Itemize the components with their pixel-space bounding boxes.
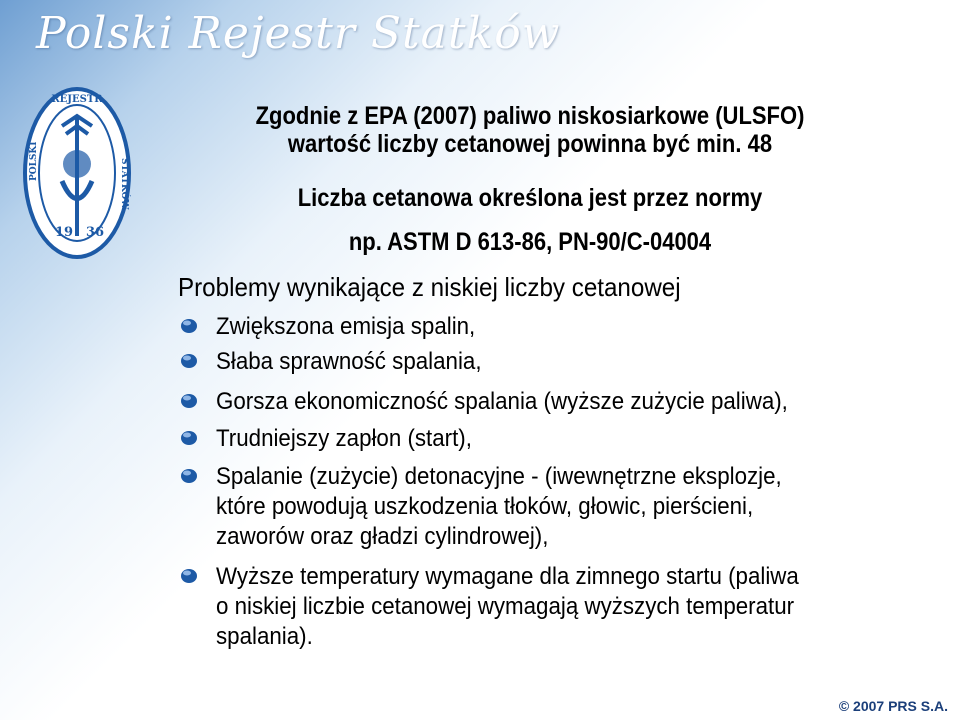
list-item-line: Wyższe temperatury wymagane dla zimnego startu (paliwa	[216, 563, 799, 590]
seal-year-left: 19	[55, 225, 74, 240]
list-item-line: Spalanie (zużycie) detonacyjne - (iwewnętrzne eksplozje,	[216, 463, 782, 490]
heading-line-2: wartość liczby cetanowej powinna być min. 48	[287, 130, 773, 158]
seal-year-right: 36	[86, 225, 105, 240]
bullet-icon	[180, 568, 198, 584]
problems-title: Problemy wynikające z niskiej liczby cetanowej	[178, 272, 681, 302]
list-item-line: które powodują uszkodzenia tłoków, głowic, pierścieni,	[216, 493, 754, 520]
seal-right-text: STATKÓW	[119, 158, 129, 210]
heading-line-4: np. ASTM D 613-86, PN-90/C-04004	[348, 228, 712, 256]
list-item-line: o niskiej liczbie cetanowej wymagają wyższych temperatur	[216, 593, 795, 620]
copyright: © 2007 PRS S.A.	[838, 698, 948, 714]
bullet-icon	[180, 430, 198, 446]
seal-top-text: REJESTR	[51, 94, 103, 105]
list-item-line: spalania).	[216, 623, 313, 650]
list-item-text: Zwiększona emisja spalin,	[216, 313, 476, 340]
list-item-text	[216, 462, 923, 552]
list-item-line: zaworów oraz gładzi cylindrowej),	[216, 523, 549, 550]
list-item-text: Słaba sprawność spalania,	[216, 348, 482, 375]
bullet-icon	[180, 468, 198, 484]
heading-line-1: Zgodnie z EPA (2007) paliwo niskosiarkowe (ULSFO)	[255, 102, 805, 130]
brand-title: Polski Rejestr Statków	[36, 8, 561, 59]
list-item-text	[216, 562, 923, 652]
neptune-trident-seal-icon	[22, 86, 132, 261]
heading-line-3: Liczba cetanowa określona jest przez normy	[297, 184, 763, 212]
seal-left-text: POLSKI	[29, 141, 39, 181]
list-item-text: Trudniejszy zapłon (start),	[216, 425, 472, 452]
list-item-text: Gorsza ekonomiczność spalania (wyższe zużycie paliwa),	[216, 388, 788, 415]
bullet-icon	[180, 318, 198, 334]
bullet-icon	[180, 393, 198, 409]
bullet-icon	[180, 353, 198, 369]
